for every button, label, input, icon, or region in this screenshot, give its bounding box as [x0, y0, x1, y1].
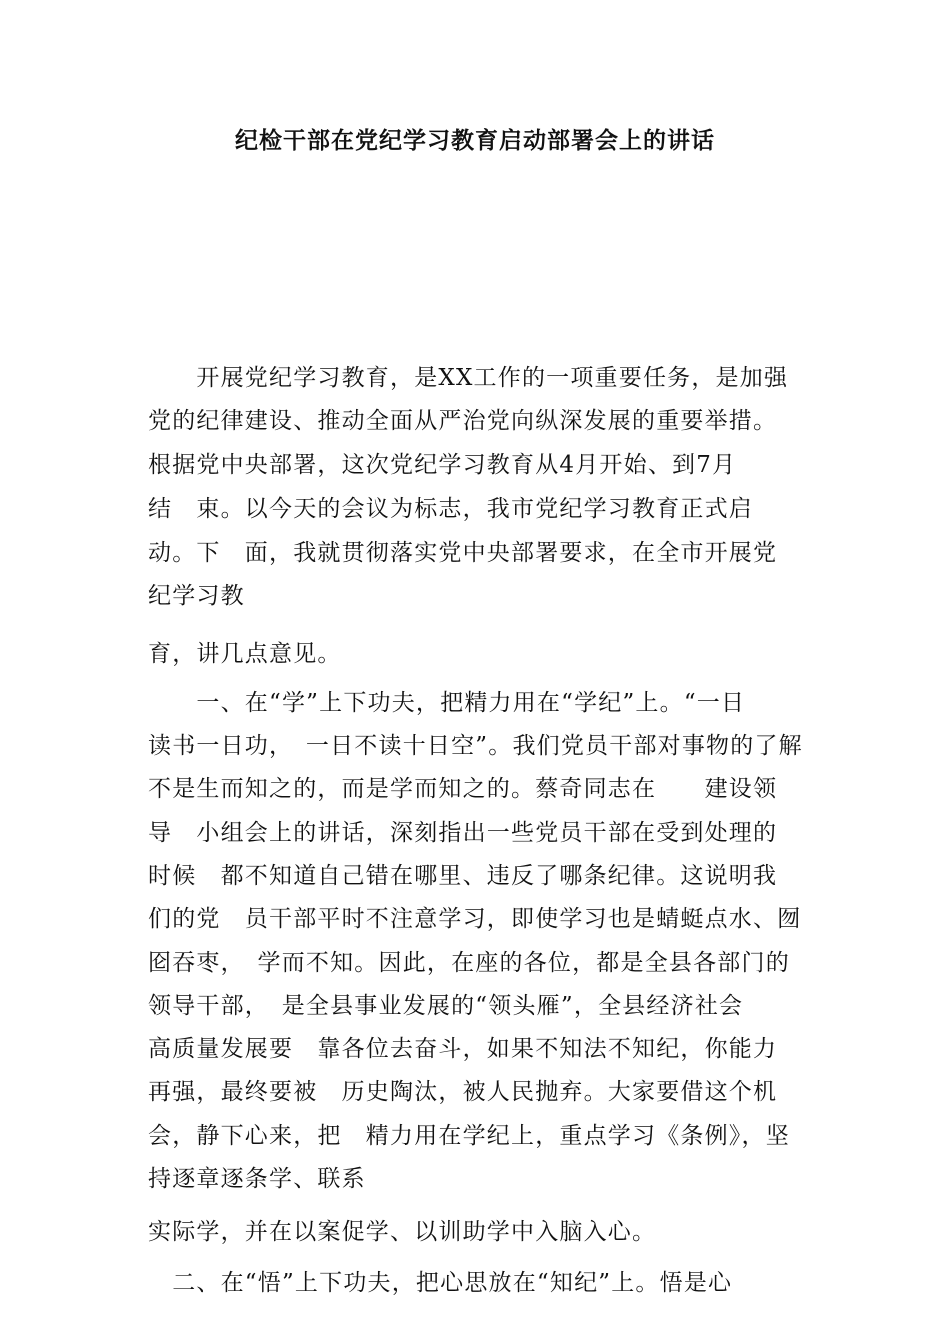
paragraph-line: 纪学习教 — [148, 583, 245, 609]
paragraph-line: 不是生而知之的，而是学而知之的。蔡奇同志在 建设领 — [148, 776, 778, 802]
paragraph-line: 领导干部， 是全县事业发展的“领头雁”，全县经济社会 — [148, 993, 744, 1019]
document-title: 纪检干部在党纪学习教育启动部署会上的讲话 — [235, 127, 715, 154]
paragraph-line: 导 小组会上的讲话，深刻指出一些党员干部在受到处理的 — [148, 820, 778, 846]
paragraph-line: 会，静下心来，把 精力用在学纪上，重点学习《条例》，坚 — [148, 1123, 790, 1149]
paragraph-line: 育，讲几点意见。 — [148, 641, 342, 667]
paragraph-line: 党的纪律建设、推动全面从严治党向纵深发展的重要举措。 — [148, 408, 778, 434]
paragraph-line: 们的党 员干部平时不注意学习，即使学习也是蜻蜓点水、囫 — [148, 906, 802, 932]
paragraph-line: 根据党中央部署，这次党纪学习教育从4月开始、到7月 — [148, 452, 737, 478]
paragraph-line: 高质量发展要 靠各位去奋斗，如果不知法不知纪，你能力 — [148, 1036, 778, 1062]
paragraph-line: 囵吞枣， 学而不知。因此，在座的各位，都是全县各部门的 — [148, 950, 790, 976]
paragraph-line: 开展党纪学习教育，是XX工作的一项重要任务，是加强 — [148, 365, 789, 391]
paragraph-line: 二、在“悟”上下功夫，把心思放在“知纪”上。悟是心 — [148, 1270, 733, 1296]
paragraph-line: 再强，最终要被 历史陶汰，被人民抛弃。大家要借这个机 — [148, 1079, 778, 1105]
paragraph-line: 结 束。以今天的会议为标志，我市党纪学习教育正式启 — [148, 496, 753, 522]
paragraph-line: 实际学，并在以案促学、以训助学中入脑入心。 — [148, 1219, 657, 1245]
paragraph-line: 一、在“学”上下功夫，把精力用在“学纪”上。“一日 — [148, 690, 746, 716]
paragraph-line: 读书一日功， 一日不读十日空”。我们党员干部对事物的了解 — [148, 733, 803, 759]
paragraph-line: 时候 都不知道自己错在哪里、违反了哪条纪律。这说明我 — [148, 863, 778, 889]
paragraph-line: 持逐章逐条学、联系 — [148, 1166, 366, 1192]
paragraph-line: 动。下 面，我就贯彻落实党中央部署要求，在全市开展党 — [148, 540, 778, 566]
